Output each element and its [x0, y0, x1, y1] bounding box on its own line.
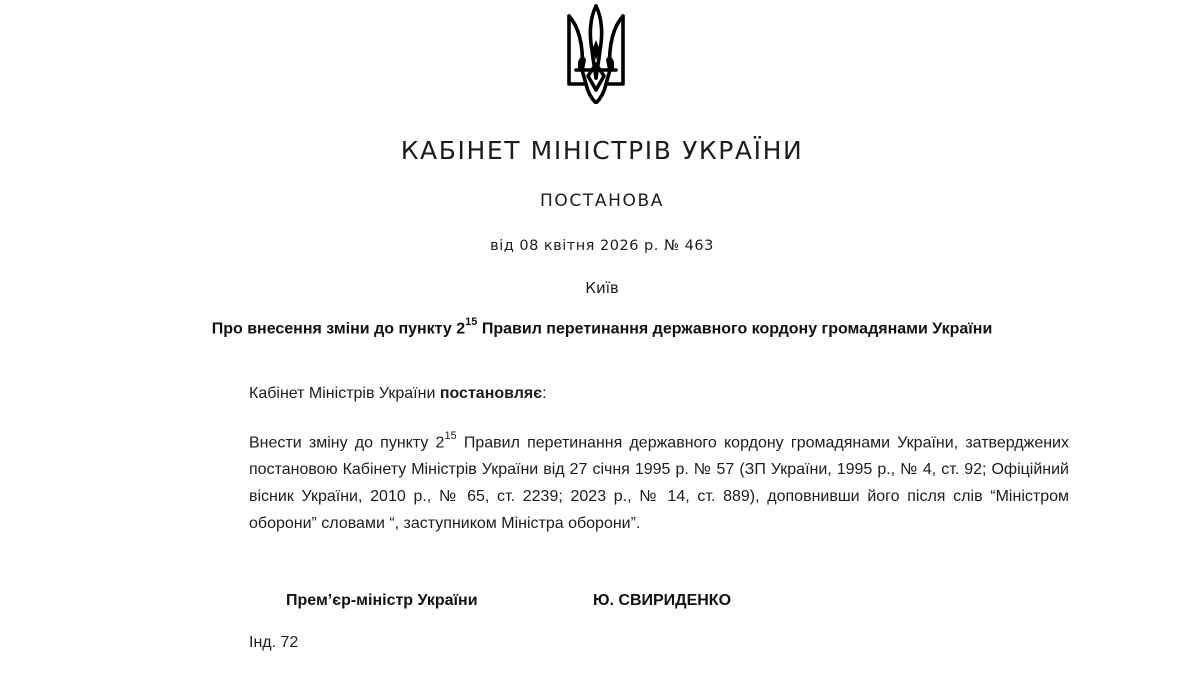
organization-title: КАБІНЕТ МІНІСТРІВ УКРАЇНИ — [400, 136, 804, 165]
intro-colon: : — [542, 385, 547, 402]
body-text-end: Правил перетинання державного кордону громадянами України, затверджених постановою Кабінету Міністрів України від 27 січня 1995 р. № 57 (ЗП України, 1995 р., № 4, ст. 92; Офіційний вісник України, 2010 р., № 65, ст. 2239; 2023 р., № 14, ст. 889), доповнивши його після слів “Міністром оборони” словами “, заступником Міністра оборони”. — [249, 434, 1069, 533]
signatory-position: Прем’єр-міністр України — [286, 592, 478, 609]
subject-text-end: Правил перетинання державного кордону громадянами України — [477, 320, 993, 338]
document-date-number: від 08 квітня 2026 р. № 463 — [490, 238, 714, 254]
intro-paragraph — [249, 385, 547, 403]
tryzub-icon — [562, 4, 630, 104]
document-type: ПОСТАНОВА — [540, 191, 664, 211]
body-superscript: 15 — [444, 430, 457, 442]
body-paragraph — [249, 425, 1069, 537]
body-text-start: Внести зміну до пункту 2 — [249, 434, 445, 452]
document-subject — [0, 318, 1204, 338]
subject-superscript: 15 — [465, 316, 478, 328]
document-city: Київ — [585, 279, 619, 297]
intro-text: Кабінет Міністрів України — [249, 385, 440, 402]
intro-keyword: постановляє — [439, 385, 543, 402]
signatory-name: Ю. СВИРИДЕНКО — [593, 592, 732, 609]
document-index: Інд. 72 — [249, 634, 299, 651]
subject-text-start: Про внесення зміни до пункту 2 — [211, 320, 466, 338]
